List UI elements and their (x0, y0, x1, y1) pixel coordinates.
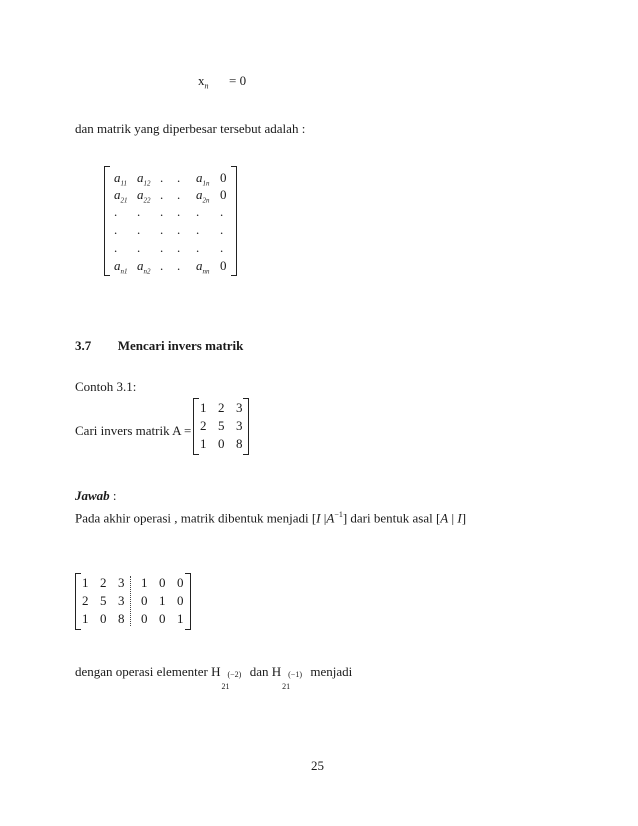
augmented-cell: 8 (118, 611, 125, 626)
augmented-right-bracket (185, 573, 191, 630)
augmented-separator (130, 576, 131, 626)
answer-mid3: | (448, 510, 458, 526)
matrix1-cell: . (220, 204, 224, 219)
matrix1-cell: . (160, 258, 164, 273)
matrix1-cell: $a_{1n}$ (196, 170, 210, 188)
matrix1-cell: 0 (220, 187, 227, 202)
matrix1-cell: $a_{n1}$ (114, 258, 128, 276)
matrix-a-cell: 5 (218, 418, 225, 433)
jawab-label: Jawab (75, 488, 110, 503)
top-equation (198, 73, 246, 91)
matrix1-cell: $a_{11}$ (114, 170, 127, 188)
augmented-left-bracket (75, 573, 81, 630)
answer-mid2: ] dari bentuk asal [ (342, 510, 441, 526)
augmented-cell: 0 (177, 593, 184, 608)
top-equation-var: x (198, 73, 205, 88)
matrix1-cell: . (114, 222, 118, 237)
matrix1-cell: 0 (220, 170, 227, 185)
operation-sup1: (−2) (227, 670, 242, 679)
matrix1-cell: . (220, 222, 224, 237)
matrix1-cell: . (196, 204, 200, 219)
matrix1-left-bracket (104, 166, 110, 276)
augmented-cell: 2 (82, 593, 89, 608)
augmented-cell: 0 (141, 593, 148, 608)
answer-mid1: | (320, 510, 327, 526)
operation-line (75, 664, 352, 692)
augmented-cell: 1 (82, 611, 89, 626)
augmented-cell: 0 (141, 611, 148, 626)
matrix1-cell: . (177, 222, 181, 237)
matrix1-cell: . (220, 240, 224, 255)
answer-pre: Pada akhir operasi , matrik dibentuk menjadi [ (75, 510, 317, 526)
answer-line (75, 510, 466, 526)
answer-i2: I (457, 510, 462, 526)
matrix1-cell: . (196, 222, 200, 237)
jawab-colon: : (109, 488, 117, 503)
matrix-a-cell: 2 (200, 418, 207, 433)
operation-pre: dengan operasi elementer H (75, 664, 221, 679)
augmented-cell: 3 (118, 593, 125, 608)
augmented-cell: 2 (100, 575, 107, 590)
augmented-cell: 1 (141, 575, 148, 590)
matrix1-cell: . (160, 170, 164, 185)
answer-sup1: −1 (334, 510, 343, 519)
answer-a2: A (440, 510, 449, 526)
operation-sub2: 21 (282, 682, 291, 691)
matrix1-cell: . (114, 204, 118, 219)
matrix-a-cell: 0 (218, 436, 225, 451)
answer-a1: A (326, 510, 335, 526)
problem-text: Cari invers matrik A = (75, 423, 192, 438)
matrix1-cell: 0 (220, 258, 227, 273)
augmented-cell: 0 (159, 611, 166, 626)
matrix-a-cell: 1 (200, 400, 207, 415)
matrix1-cell: $a_{n2}$ (137, 258, 151, 276)
matrix1-cell: $a_{22}$ (137, 187, 151, 205)
matrix1-cell: . (160, 222, 164, 237)
matrix1-cell: $a_{21}$ (114, 187, 128, 205)
matrix1-cell: . (196, 240, 200, 255)
matrix-a-cell: 2 (218, 400, 225, 415)
operation-mid: dan H (246, 664, 282, 679)
matrix1-cell: $a_{2n}$ (196, 187, 210, 205)
operation-sub1: 21 (221, 682, 230, 691)
matrix-a-left-bracket (193, 398, 199, 455)
matrix-a-cell: 8 (236, 436, 243, 451)
operation-sup2: (−1) (288, 670, 302, 679)
matrix1-cell: . (137, 240, 141, 255)
top-equation-sub: n (204, 81, 209, 91)
augmented-cell: 0 (100, 611, 107, 626)
augmented-cell: 5 (100, 593, 107, 608)
matrix1-cell: . (177, 240, 181, 255)
matrix-a-cell: 1 (200, 436, 207, 451)
matrix1-cell: . (177, 170, 181, 185)
matrix-a-cell: 3 (236, 418, 243, 433)
matrix1-right-bracket (231, 166, 237, 276)
matrix1-cell: . (160, 240, 164, 255)
augmented-cell: 1 (82, 575, 89, 590)
augmented-cell: 1 (177, 611, 184, 626)
example-label: Contoh 3.1: (75, 379, 137, 394)
matrix1-cell: . (177, 204, 181, 219)
augmented-cell: 1 (159, 593, 166, 608)
matrix1-cell: . (137, 204, 141, 219)
answer-i1: I (316, 510, 321, 526)
matrix1-cell: . (114, 240, 118, 255)
page-number: 25 (311, 758, 324, 773)
augmented-cell: 3 (118, 575, 125, 590)
section-heading (75, 338, 243, 354)
section-number: 3.7 (75, 338, 92, 353)
top-equation-rhs: = 0 (229, 73, 247, 88)
answer-post: ] (461, 510, 467, 526)
augmented-cell: 0 (159, 575, 166, 590)
augmented-cell: 0 (177, 575, 184, 590)
matrix1-cell: . (177, 258, 181, 273)
intro-text: dan matrik yang diperbesar tersebut adalah : (75, 121, 306, 136)
matrix1-cell: . (160, 187, 164, 202)
matrix-a-cell: 3 (236, 400, 243, 415)
matrix1-cell: $a_{nn}$ (196, 258, 210, 276)
matrix1-cell: . (160, 204, 164, 219)
section-title: Mencari invers matrik (117, 338, 244, 353)
matrix1-cell: $a_{12}$ (137, 170, 151, 188)
matrix1-cell: . (177, 187, 181, 202)
matrix-a-right-bracket (243, 398, 249, 455)
operation-post: menjadi (307, 664, 353, 679)
matrix1-cell: . (137, 222, 141, 237)
jawab-line (75, 488, 117, 504)
